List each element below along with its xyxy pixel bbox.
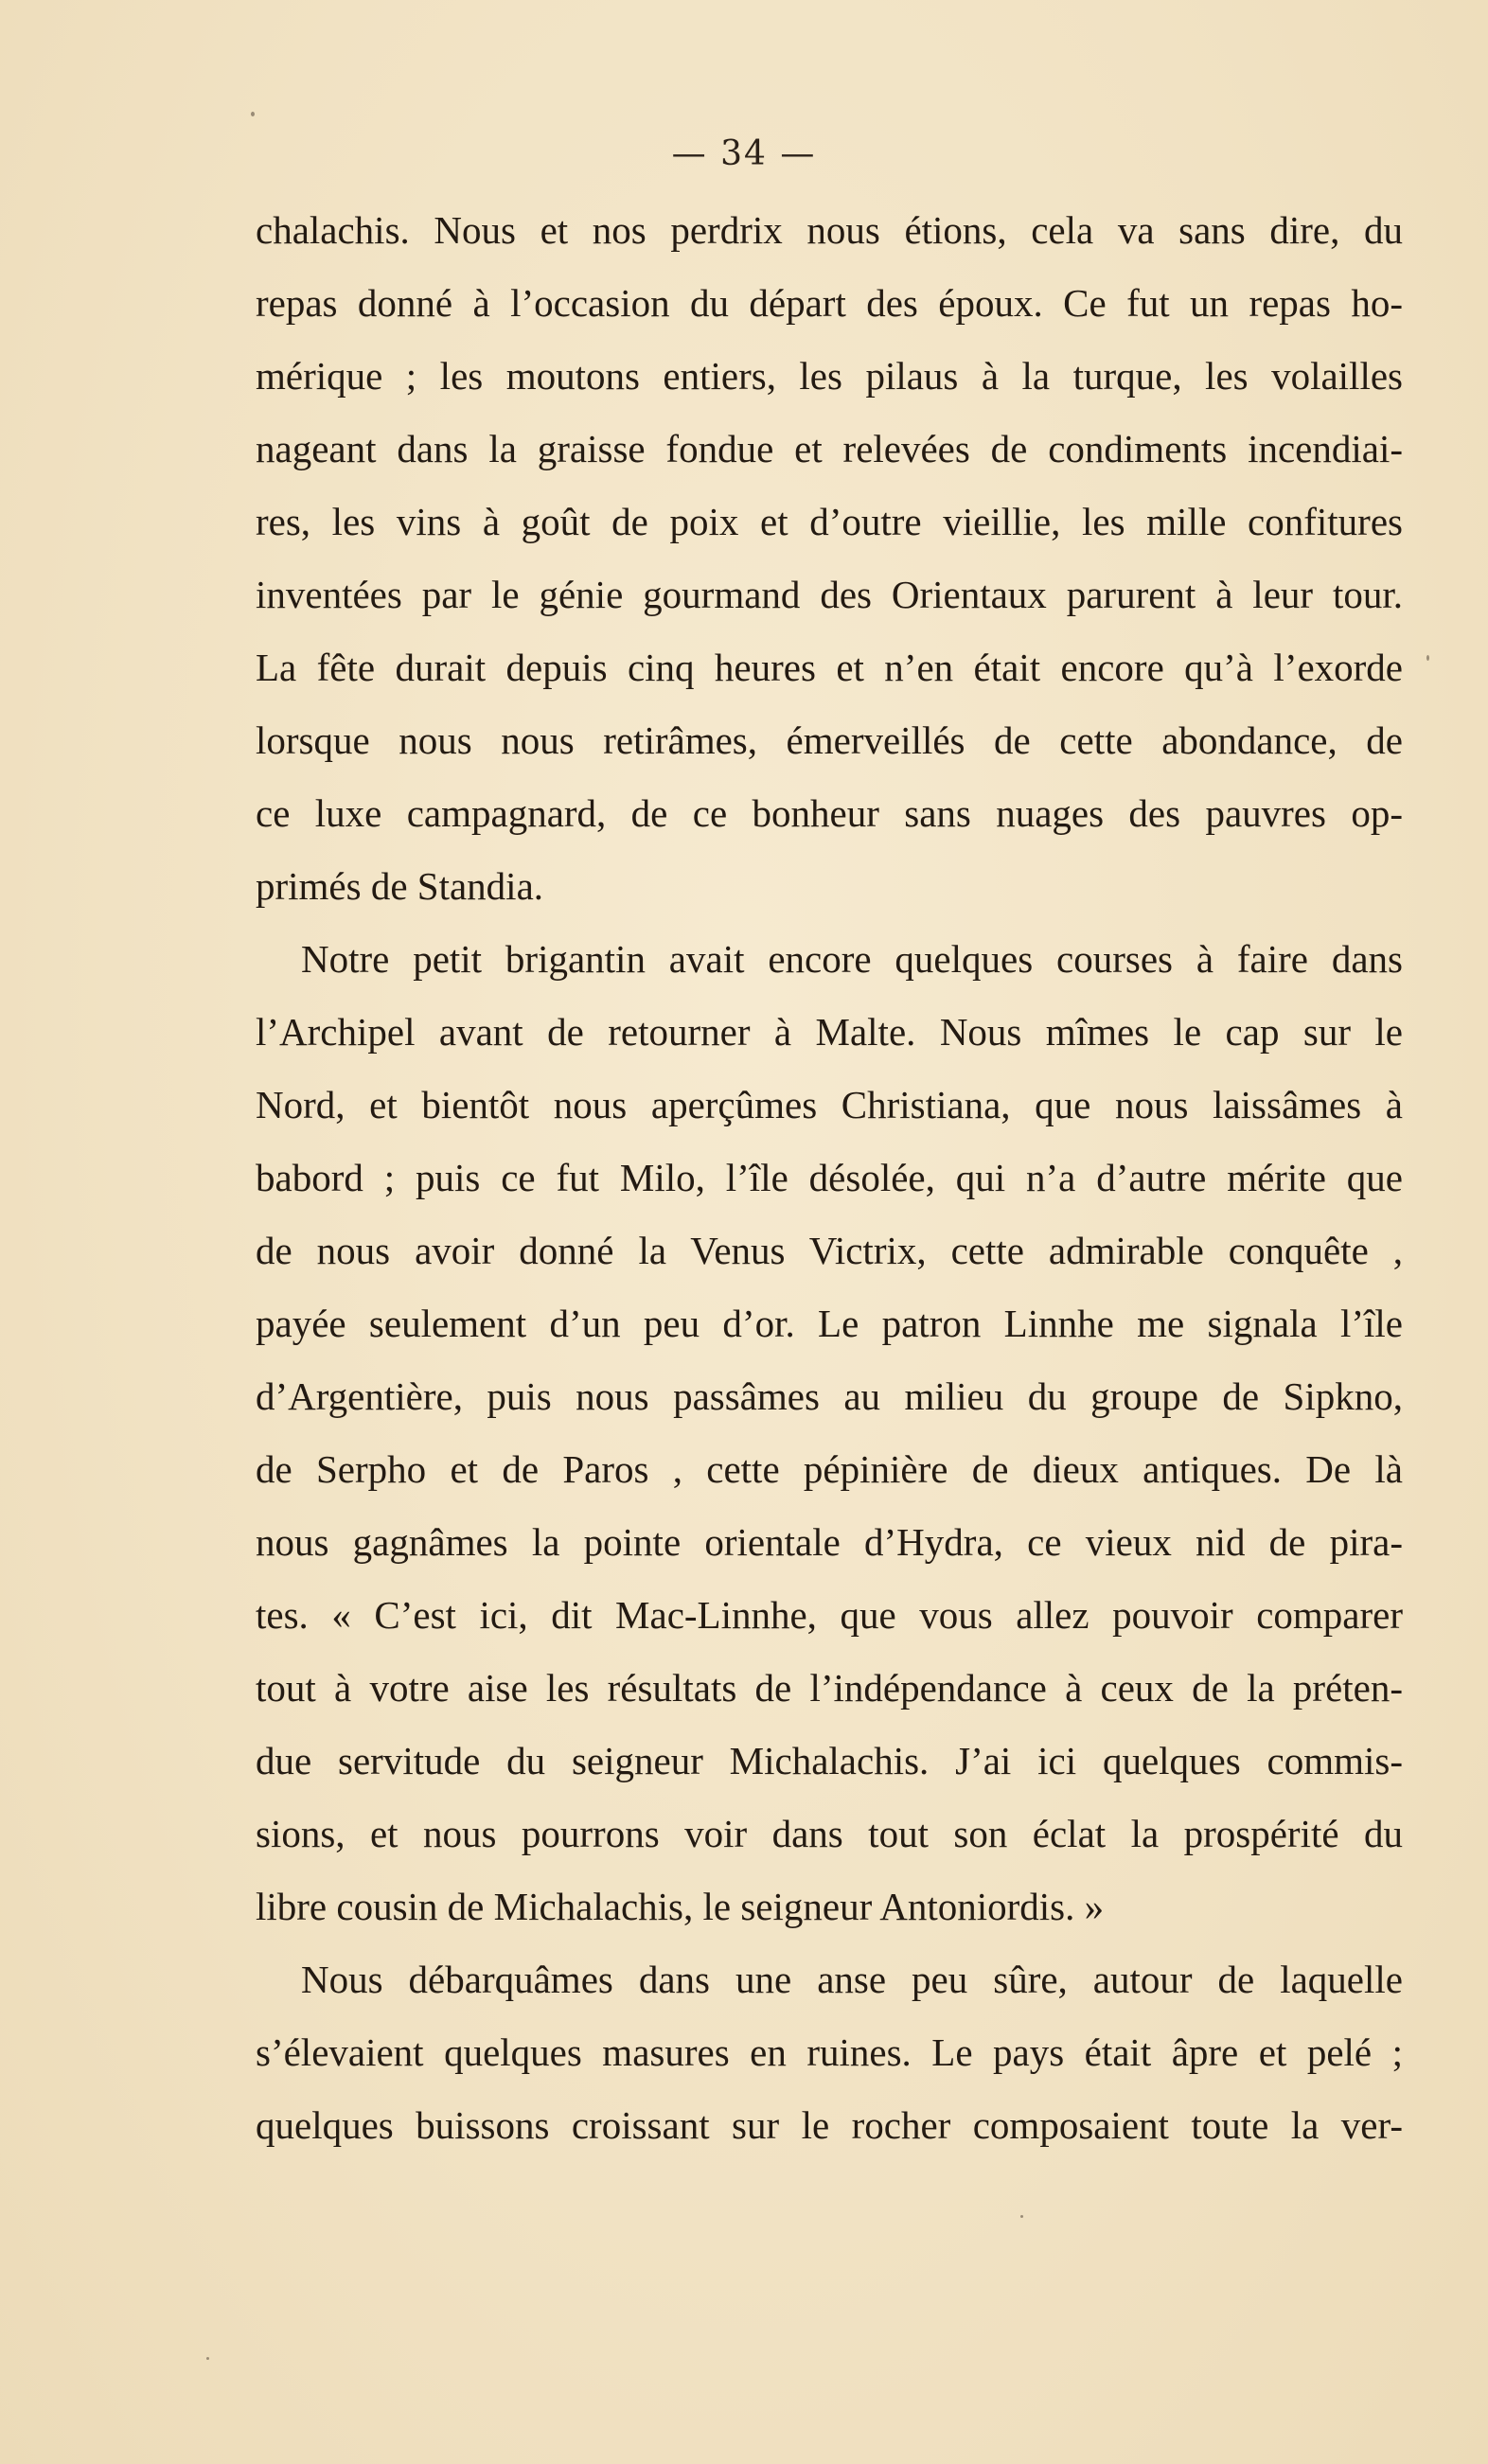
text-line: libre cousin de Michalachis, le seigneur Antoniordis. » [256,1885,1105,1928]
text-line: s’élevaient quelques masures en ruines. Le pays était âpre et pelé ; [256,2030,1403,2074]
text-line: sions, et nous pourrons voir dans tout son éclat la prospérité du [256,1812,1403,1855]
text-line: inventées par le génie gourmand des Orientaux parurent à leur tour. [256,573,1403,616]
text-line: tes. « C’est ici, dit Mac-Linnhe, que vous allez pouvoir comparer [256,1593,1403,1637]
paper-speck [1426,655,1429,661]
text-line: chalachis. Nous et nos perdrix nous étions, cela va sans dire, du [256,208,1403,252]
paper-speck [1020,2215,1023,2218]
text-line: Notre petit brigantin avait encore quelques courses à faire dans [301,937,1403,981]
text-line: due servitude du seigneur Michalachis. J’ai ici quelques commis- [256,1739,1403,1782]
text-line: repas donné à l’occasion du départ des époux. Ce fut un repas ho- [256,281,1403,325]
text-line: l’Archipel avant de retourner à Malte. Nous mîmes le cap sur le [256,1010,1403,1054]
text-line: de Serpho et de Paros , cette pépinière de dieux antiques. De là [256,1447,1403,1491]
paper-speck [251,112,255,116]
text-line: ce luxe campagnard, de ce bonheur sans nuages des pauvres op- [256,791,1403,835]
text-line: primés de Standia. [256,864,544,908]
body-text [256,194,1403,2162]
text-line: nous gagnâmes la pointe orientale d’Hydra, ce vieux nid de pira- [256,1520,1403,1564]
text-line: Nord, et bientôt nous aperçûmes Christiana, que nous laissâmes à [256,1083,1403,1126]
text-line: mérique ; les moutons entiers, les pilaus à la turque, les volailles [256,354,1403,398]
text-line: lorsque nous nous retirâmes, émerveillés de cette abondance, de [256,718,1403,762]
text-line: Nous débarquâmes dans une anse peu sûre, autour de laquelle [301,1958,1403,2001]
page-number: — 34 — [671,134,817,173]
text-line: d’Argentière, puis nous passâmes au milieu du groupe de Sipkno, [256,1374,1403,1418]
text-line: payée seulement d’un peu d’or. Le patron Linnhe me signala l’île [256,1302,1403,1345]
text-line: tout à votre aise les résultats de l’indépendance à ceux de la préten- [256,1666,1403,1710]
text-line: res, les vins à goût de poix et d’outre vieillie, les mille confitures [256,500,1403,543]
text-line: La fête durait depuis cinq heures et n’en était encore qu’à l’exorde [256,646,1403,689]
text-line: nageant dans la graisse fondue et relevées de condiments incendiai- [256,427,1403,470]
text-line: babord ; puis ce fut Milo, l’île désolée, qui n’a d’autre mérite que [256,1156,1403,1199]
text-line: de nous avoir donné la Venus Victrix, cette admirable conquête , [256,1229,1403,1272]
paper-speck [206,2357,209,2360]
text-line: quelques buissons croissant sur le rocher composaient toute la ver- [256,2103,1403,2147]
